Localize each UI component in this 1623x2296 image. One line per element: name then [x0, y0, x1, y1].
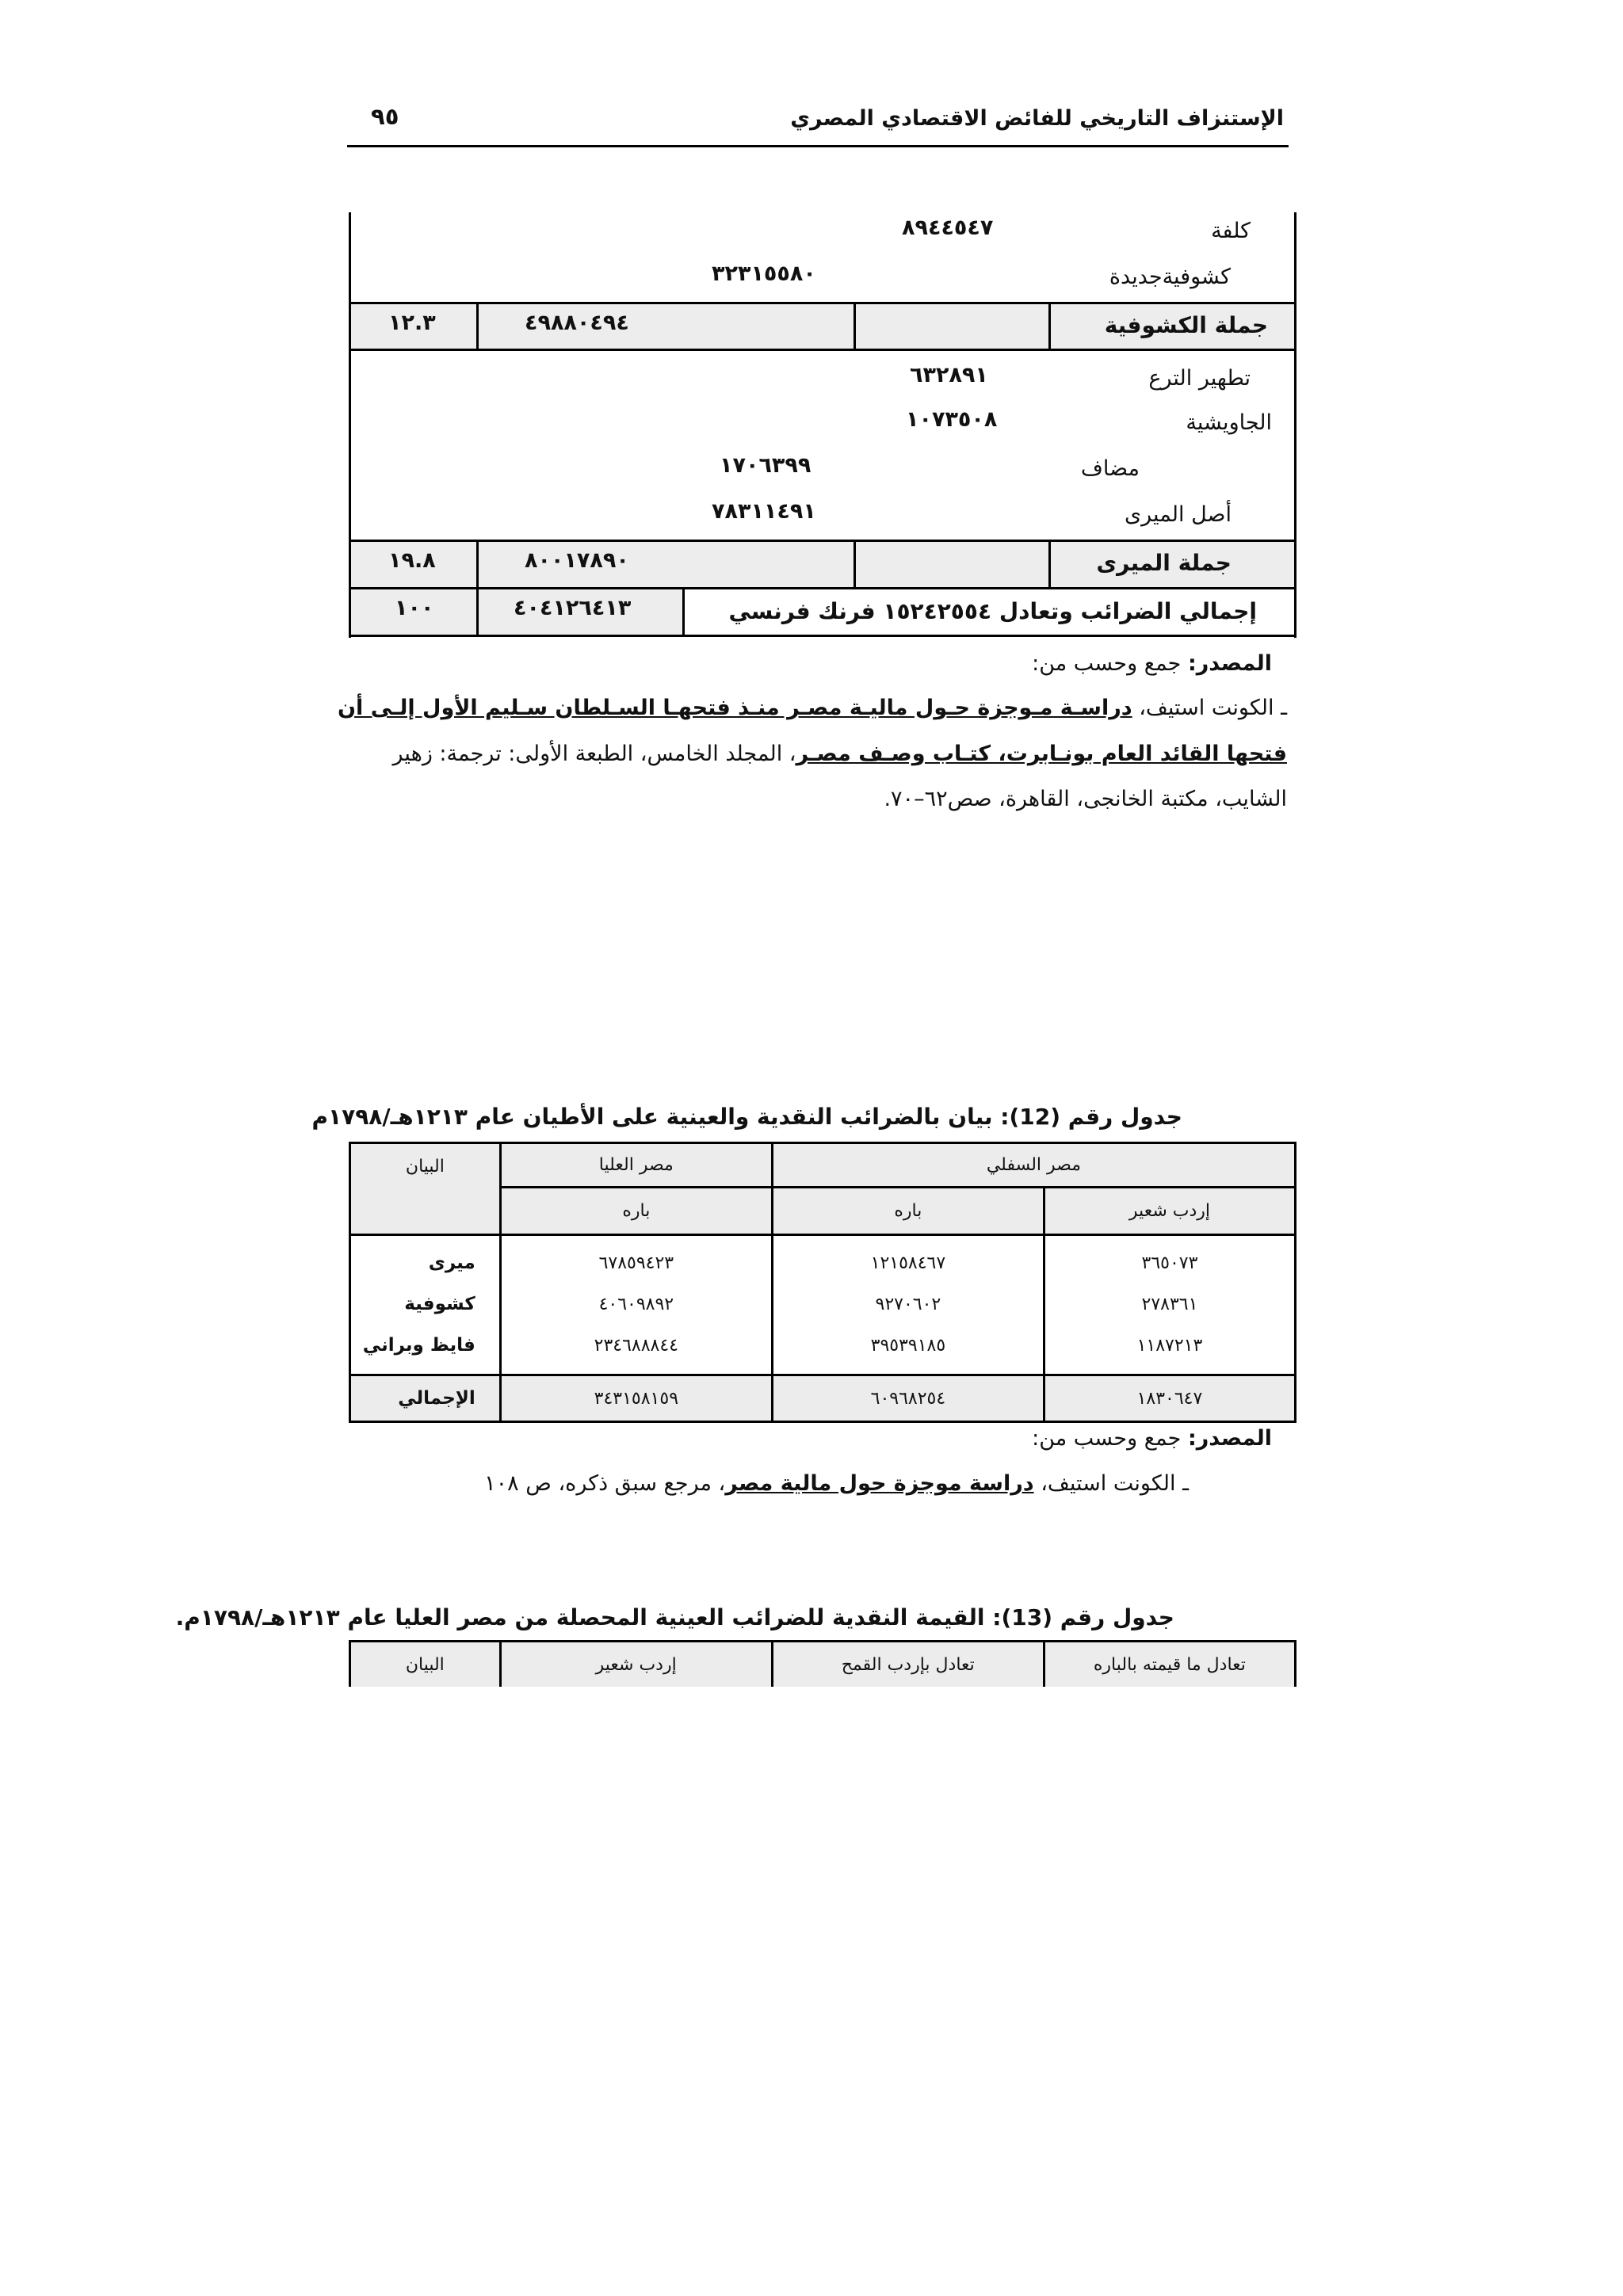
- row-total: ٤٠٤١٢٦٤١٣: [514, 596, 632, 620]
- cell-upper: ٣٤٣١٥٨١٥٩: [500, 1375, 772, 1422]
- table-row: [350, 1325, 1296, 1375]
- col-upper-egypt: مصر العليا: [500, 1143, 772, 1188]
- table13: [349, 1640, 1296, 1687]
- row-percent: ١٩.٨: [388, 548, 436, 573]
- row-total: ٤٩٨٨٠٤٩٤: [525, 311, 629, 335]
- row-label: كلفة: [1211, 219, 1251, 243]
- row-label: إجمالي الضرائب وتعادل ١٥٢٤٢٥٥٤ فرنك فرنسي: [728, 598, 1257, 624]
- table1-cell-divider: [476, 302, 479, 349]
- cell-label: فايظ وبراني: [350, 1325, 501, 1375]
- col-value-bara: تعادل ما قيمته بالباره: [1044, 1642, 1295, 1688]
- table1-cell-divider: [1048, 302, 1051, 349]
- cell-label: الإجمالي: [350, 1375, 501, 1422]
- cell-lower-ardab: ٣٦٥٠٧٣: [1044, 1235, 1295, 1284]
- row-value: ٨٩٤٤٥٤٧: [902, 215, 994, 240]
- table-row: [350, 1283, 1296, 1325]
- row-value: ١٠٧٣٥٠٨: [906, 407, 998, 432]
- source-label-rest: جمع وحسب من:: [1032, 1426, 1188, 1451]
- source-label: المصدر:: [1187, 1426, 1272, 1451]
- sub-upper-bara: باره: [500, 1188, 772, 1235]
- row-value: ٧٨٣١١٤٩١: [712, 499, 816, 524]
- row-label: جملة الميرى: [1096, 550, 1232, 576]
- row-value: ٦٣٢٨٩١: [910, 363, 988, 387]
- table1-cell-divider: [1048, 540, 1051, 589]
- cell-label: ميرى: [350, 1235, 501, 1284]
- table-row-total: [350, 1375, 1296, 1422]
- book-title: دراسة موجزة حول مالية مصر: [725, 1471, 1034, 1496]
- citation-rest: ، مرجع سبق ذكره، ص ١٠٨: [484, 1471, 726, 1496]
- table1-cell-divider: [476, 540, 479, 636]
- row-label: الجاويشية: [1186, 410, 1272, 435]
- sub-lower-ardab: إردب شعير: [1044, 1188, 1295, 1235]
- cell-label: كشوفية: [350, 1283, 501, 1325]
- source-line-1: [338, 696, 1287, 720]
- table1-rule: [349, 302, 1296, 304]
- row-label: مضاف: [1080, 456, 1140, 481]
- col-lower-egypt: مصر السفلي: [772, 1143, 1295, 1188]
- bullet-dash: ـ: [1281, 696, 1287, 720]
- table1-rule: [349, 635, 1296, 637]
- table13-title: جدول رقم (13): القيمة النقدية للضرائب العينية المحصلة من مصر العليا عام ١٢١٣هـ/١٧٩٨م.: [175, 1604, 1174, 1630]
- source-label: المصدر:: [1187, 651, 1272, 676]
- running-header-title: الإستنزاف التاريخي للفائض الاقتصادي المصري: [790, 106, 1284, 131]
- author: الكونت استيف،: [1132, 696, 1281, 720]
- table-row: [350, 1235, 1296, 1284]
- source-line-2: [393, 742, 1287, 766]
- col-item: البيان: [350, 1143, 501, 1235]
- source2-line: [484, 1471, 1189, 1496]
- cell-lower-bara: ١٢١٥٨٤٦٧: [772, 1235, 1044, 1284]
- cell-lower-ardab: ٢٧٨٣٦١: [1044, 1283, 1295, 1325]
- table1-rule: [349, 540, 1296, 542]
- citation-rest: ، المجلد الخامس، الطبعة الأولى: ترجمة: زهير: [392, 742, 796, 766]
- source-heading: [1032, 651, 1272, 676]
- row-label: جملة الكشوفية: [1104, 312, 1268, 338]
- col-barley-ardab: إردب شعير: [500, 1642, 772, 1688]
- cell-upper: ٦٧٨٥٩٤٢٣: [500, 1235, 772, 1284]
- source-line-3: الشايب، مكتبة الخانجى، القاهرة، صص٦٢–٧٠.: [884, 787, 1287, 811]
- book-title-cont: فتحها القائد العام بونـابرت، كتـاب وصـف مصـر: [796, 742, 1287, 766]
- author: الكونت استيف،: [1033, 1471, 1183, 1496]
- row-label: أصل الميرى: [1125, 502, 1232, 527]
- bullet-dash: ـ: [1182, 1471, 1189, 1496]
- row-percent: ١٢.٣: [388, 311, 436, 335]
- col-wheat-equiv: تعادل بإردب القمح: [772, 1642, 1044, 1688]
- cell-lower-bara: ٩٢٧٠٦٠٢: [772, 1283, 1044, 1325]
- table12-title: جدول رقم (12): بيان بالضرائب النقدية والعينية على الأطيان عام ١٢١٣هـ/١٧٩٨م: [311, 1104, 1182, 1130]
- cell-lower-ardab: ١١٨٧٢١٣: [1044, 1325, 1295, 1375]
- sub-lower-bara: باره: [772, 1188, 1044, 1235]
- col-item: البيان: [350, 1642, 501, 1688]
- row-value: ١٧٠٦٣٩٩: [720, 453, 812, 478]
- table1-cell-divider: [682, 587, 685, 636]
- row-label: كشوفيةجديدة: [1109, 265, 1231, 289]
- page-number: ٩٥: [371, 103, 399, 130]
- row-percent: ١٠٠: [395, 596, 434, 620]
- table1-right-border: [1294, 212, 1296, 638]
- table1-rule: [349, 587, 1296, 589]
- row-total: ٨٠٠١٧٨٩٠: [525, 548, 629, 573]
- cell-lower-bara: ٦٠٩٦٨٢٥٤: [772, 1375, 1044, 1422]
- source-label-rest: جمع وحسب من:: [1032, 651, 1188, 676]
- book-title: دراسـة مـوجزة حـول ماليـة مصـر منـذ فتحهـا السـلطان سـليم الأول إلـى أن: [338, 696, 1132, 720]
- row-value: ٣٢٣١٥٥٨٠: [712, 261, 816, 286]
- table12: [349, 1142, 1296, 1423]
- source2-heading: [1032, 1426, 1272, 1451]
- cell-upper: ٤٠٦٠٩٨٩٢: [500, 1283, 772, 1325]
- table1-rule: [349, 349, 1296, 351]
- header-rule: [347, 145, 1289, 147]
- cell-lower-ardab: ١٨٣٠٦٤٧: [1044, 1375, 1295, 1422]
- table1-cell-divider: [854, 302, 856, 349]
- cell-lower-bara: ٣٩٥٣٩١٨٥: [772, 1325, 1044, 1375]
- cell-upper: ٢٣٤٦٨٨٨٤٤: [500, 1325, 772, 1375]
- table1-cell-divider: [854, 540, 856, 589]
- table1-left-border: [349, 212, 351, 638]
- row-label: تطهير الترع: [1148, 366, 1251, 391]
